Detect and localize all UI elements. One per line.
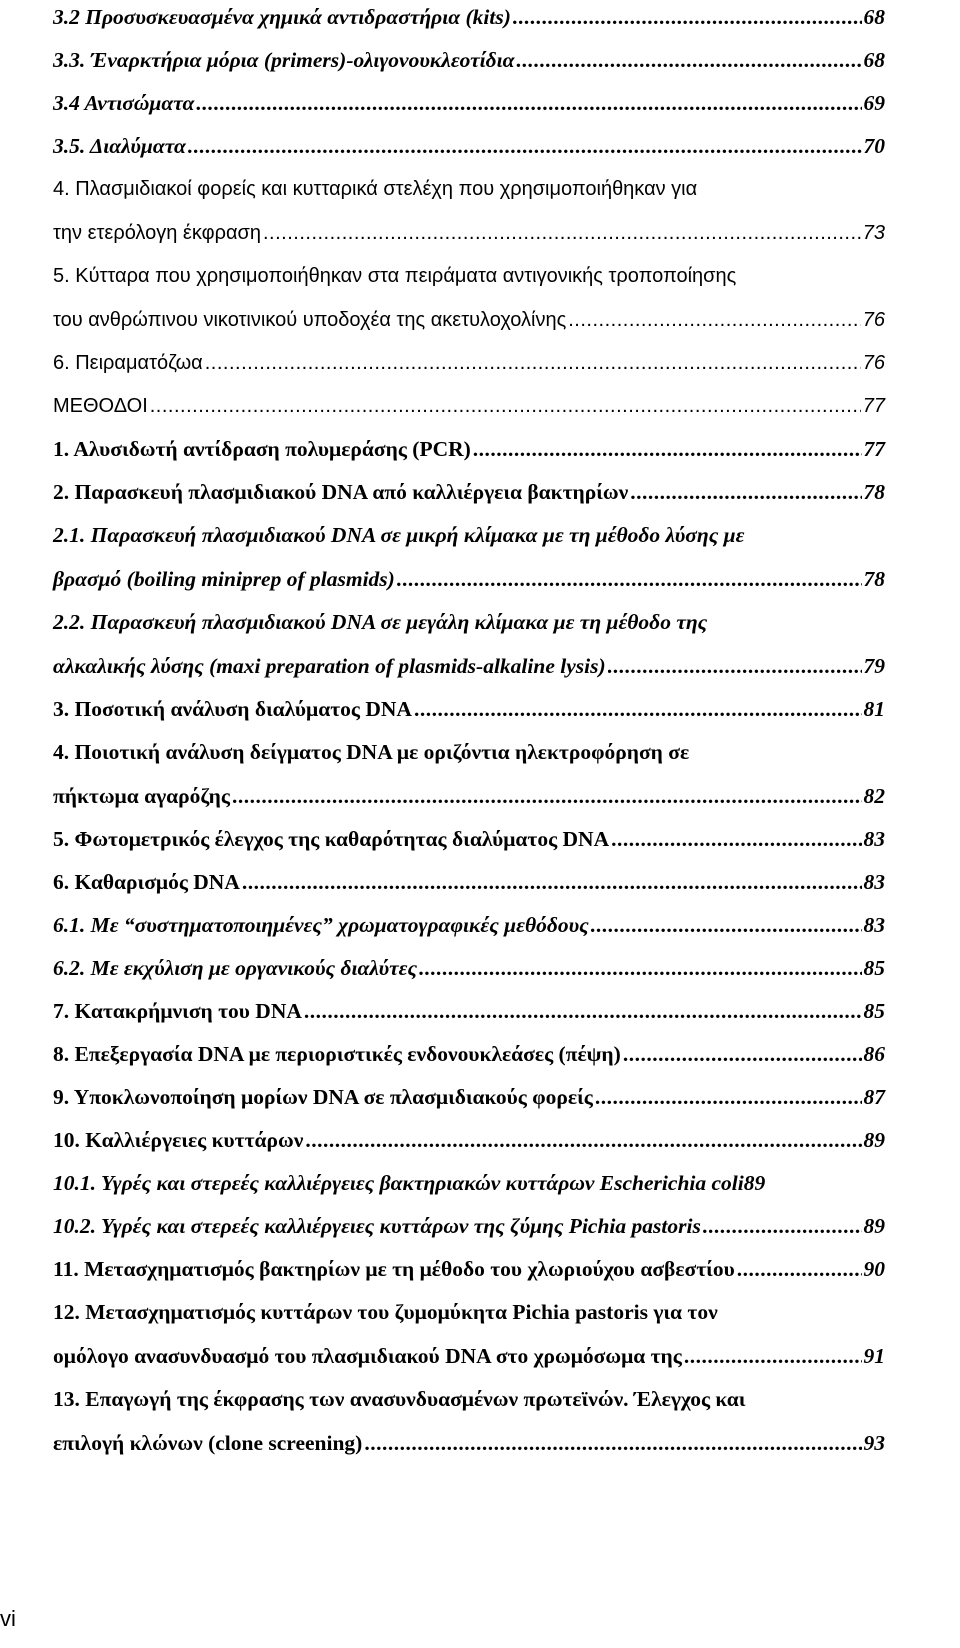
toc-page-number: 79 [863,654,885,678]
toc-page-number: 76 [862,352,885,374]
leader-dots [242,867,862,897]
toc-entry [53,1254,885,1284]
toc-entry-title: 5. Φωτομετρικός έλεγχος της καθαρότητας διαλύματος DNA [53,827,610,851]
toc-page-number: 78 [863,480,885,504]
leader-dots [623,1039,862,1069]
toc-page-number: 89 [863,1214,885,1238]
toc-page-number: 70 [863,134,885,158]
toc-entry [53,1168,885,1198]
toc-entry [53,694,885,724]
toc-entry [53,131,885,161]
toc-entry-title-cont: του ανθρώπινου νικοτινικού υποδοχέα της ακετυλοχολίνης [53,309,567,331]
toc-entry-title: 3.3. Έναρκτήρια μόρια (primers)-ολιγονουκλεοτίδια [53,48,515,72]
toc-entry-title-cont: την ετερόλογη έκφραση [53,222,261,244]
leader-dots [205,348,861,378]
toc-page-number: 81 [863,697,885,721]
leader-dots [263,218,861,248]
toc-entry [53,348,885,378]
toc-entry-title-cont: βρασμό (boiling miniprep of plasmids) [53,567,395,591]
toc-page-number: 69 [863,91,885,115]
toc-entry-title: 6.1. Με “συστηματοποιημένες” χρωματογραφικές μεθόδους [53,913,589,937]
toc-entry-title: 3.4 Αντισώματα [53,91,195,115]
toc-page-number: 90 [863,1257,885,1281]
leader-dots [611,824,861,854]
toc-entry [53,1125,885,1155]
toc-entry-title: 3.2 Προσυσκευασμένα χημικά αντιδραστήρια (kits) [53,5,511,29]
toc-entry [53,953,885,983]
toc-entry-title: 7. Κατακρήμνιση του DNA [53,999,302,1023]
toc-entry [53,1211,885,1241]
toc-page-number: 68 [863,5,885,29]
toc-entry [53,1082,885,1112]
toc-entry [53,88,885,118]
leader-dots [364,1428,861,1458]
leader-dots [414,694,862,724]
toc-entry-title: 2.2. Παρασκευή πλασμιδιακού DNA σε μεγάλη κλίμακα με τη μέθοδο της [53,610,708,634]
leader-dots [608,651,862,681]
toc-page-number: 68 [863,48,885,72]
toc-entry-title: 4. Πλασμιδιακοί φορείς και κυτταρικά στελέχη που χρησιμοποιήθηκαν για [53,178,698,200]
leader-dots [397,564,862,594]
toc-entry [53,867,885,897]
toc-entry [53,1039,885,1069]
toc-entry-title: 6.2. Με εκχύλιση με οργανικούς διαλύτες [53,956,418,980]
toc-page-number: 73 [862,222,885,244]
toc-entry [53,607,885,681]
toc-entry-title: 2. Παρασκευή πλασμιδιακού DNA από καλλιέργεια βακτηρίων [53,480,629,504]
leader-dots [196,88,861,118]
toc-entry-title: 9. Υποκλωνοποίηση μορίων DNA σε πλασμιδιακούς φορείς [53,1085,593,1109]
leader-dots [419,953,861,983]
toc-entry [53,391,885,421]
leader-dots [737,1254,862,1284]
toc-entry-title: 11. Μετασχηματισμός βακτηρίων με τη μέθοδο του χλωριούχου ασβεστίου [53,1257,735,1281]
toc-entry-title: 4. Ποιοτική ανάλυση δείγματος DNA με οριζόντια ηλεκτροφόρηση σε [53,740,690,764]
leader-dots [591,910,862,940]
leader-dots [703,1211,862,1241]
leader-dots [595,1082,862,1112]
toc-entry [53,737,885,811]
toc-page-number: 93 [863,1431,885,1455]
toc-entry-title: 5. Κύτταρα που χρησιμοποιήθηκαν στα πειράματα αντιγονικής τροποποίησης [53,265,737,287]
leader-dots [150,391,861,421]
toc-entry [53,2,885,32]
toc-page-number: 78 [863,567,885,591]
toc-entry-title-cont: ομόλογο ανασυνδυασμό του πλασμιδιακού DNA στο χρωμόσωμα της [53,1344,682,1368]
toc-entry-title: 2.1. Παρασκευή πλασμιδιακού DNA σε μικρή κλίμακα με τη μέθοδο λύσης με [53,523,745,547]
leader-dots [684,1341,862,1371]
leader-dots [473,434,862,464]
toc-entry [53,45,885,75]
toc-entry [53,1384,885,1458]
toc-entry-title: 13. Επαγωγή της έκφρασης των ανασυνδυασμένων πρωτεϊνών. Έλεγχος και [53,1387,746,1411]
toc-page-number: 83 [863,870,885,894]
toc-entry-title: 3. Ποσοτική ανάλυση διαλύματος DNA [53,697,412,721]
toc-page-number: 91 [863,1344,885,1368]
leader-dots [232,781,862,811]
toc-page-number: 87 [863,1085,885,1109]
toc-page-number: 89 [863,1128,885,1152]
toc-entry [53,996,885,1026]
toc-entry [53,824,885,854]
toc-page-number: 83 [863,913,885,937]
leader-dots [305,1125,861,1155]
toc-page-number: 77 [863,437,885,461]
toc-entry-title: 10.2. Υγρές και στερεές καλλιέργειες κυττάρων της ζύμης Pichia pastoris [53,1214,701,1238]
toc-page-number: 76 [862,309,885,331]
leader-dots [516,45,861,75]
toc-entry-title-cont: αλκαλικής λύσης (maxi preparation of plasmids-alkaline lysis) [53,654,606,678]
toc-page-number: 85 [863,956,885,980]
toc-page-number: 89 [743,1171,766,1195]
toc-entry [53,477,885,507]
toc-entry-title-cont: επιλογή κλώνων (clone screening) [53,1431,363,1455]
toc-entry-title: 1. Αλυσιδωτή αντίδραση πολυμεράσης (PCR) [53,437,471,461]
toc-entry [53,910,885,940]
toc-entry [53,434,885,464]
leader-dots [513,2,862,32]
toc-entry [53,1297,885,1371]
toc-page-number: 85 [863,999,885,1023]
page-number-footer: vi [0,1606,16,1631]
toc-entry-title: 6. Πειραματόζωα [53,352,203,374]
toc-entry-title: 10.1. Υγρές και στερεές καλλιέργειες βακτηριακών κυττάρων Escherichia coli [53,1171,744,1195]
toc-entry-title: 6. Καθαρισμός DNA [53,870,240,894]
toc-page-number: 77 [862,395,885,417]
toc-entry-title: 8. Επεξεργασία DNA με περιοριστικές ενδονουκλεάσες (πέψη) [53,1042,621,1066]
toc-entry-title: 10. Καλλιέργειες κυττάρων [53,1128,304,1152]
toc-page-number: 82 [863,784,885,808]
toc-entry [53,174,885,248]
leader-dots [630,477,861,507]
toc-page-number: 83 [863,827,885,851]
leader-dots [188,131,862,161]
toc-entry [53,261,885,335]
toc-entry-title: 12. Μετασχηματισμός κυττάρων του ζυμομύκητα Pichia pastoris για τον [53,1300,718,1324]
leader-dots [304,996,862,1026]
toc-entry-title: ΜΕΘΟΔΟΙ [53,395,148,417]
leader-dots [568,305,861,335]
toc-entry [53,520,885,594]
toc-entry-title-cont: πήκτωμα αγαρόζης [53,784,230,808]
toc-entry-title: 3.5. Διαλύματα [53,134,186,158]
toc-page-number: 86 [863,1042,885,1066]
